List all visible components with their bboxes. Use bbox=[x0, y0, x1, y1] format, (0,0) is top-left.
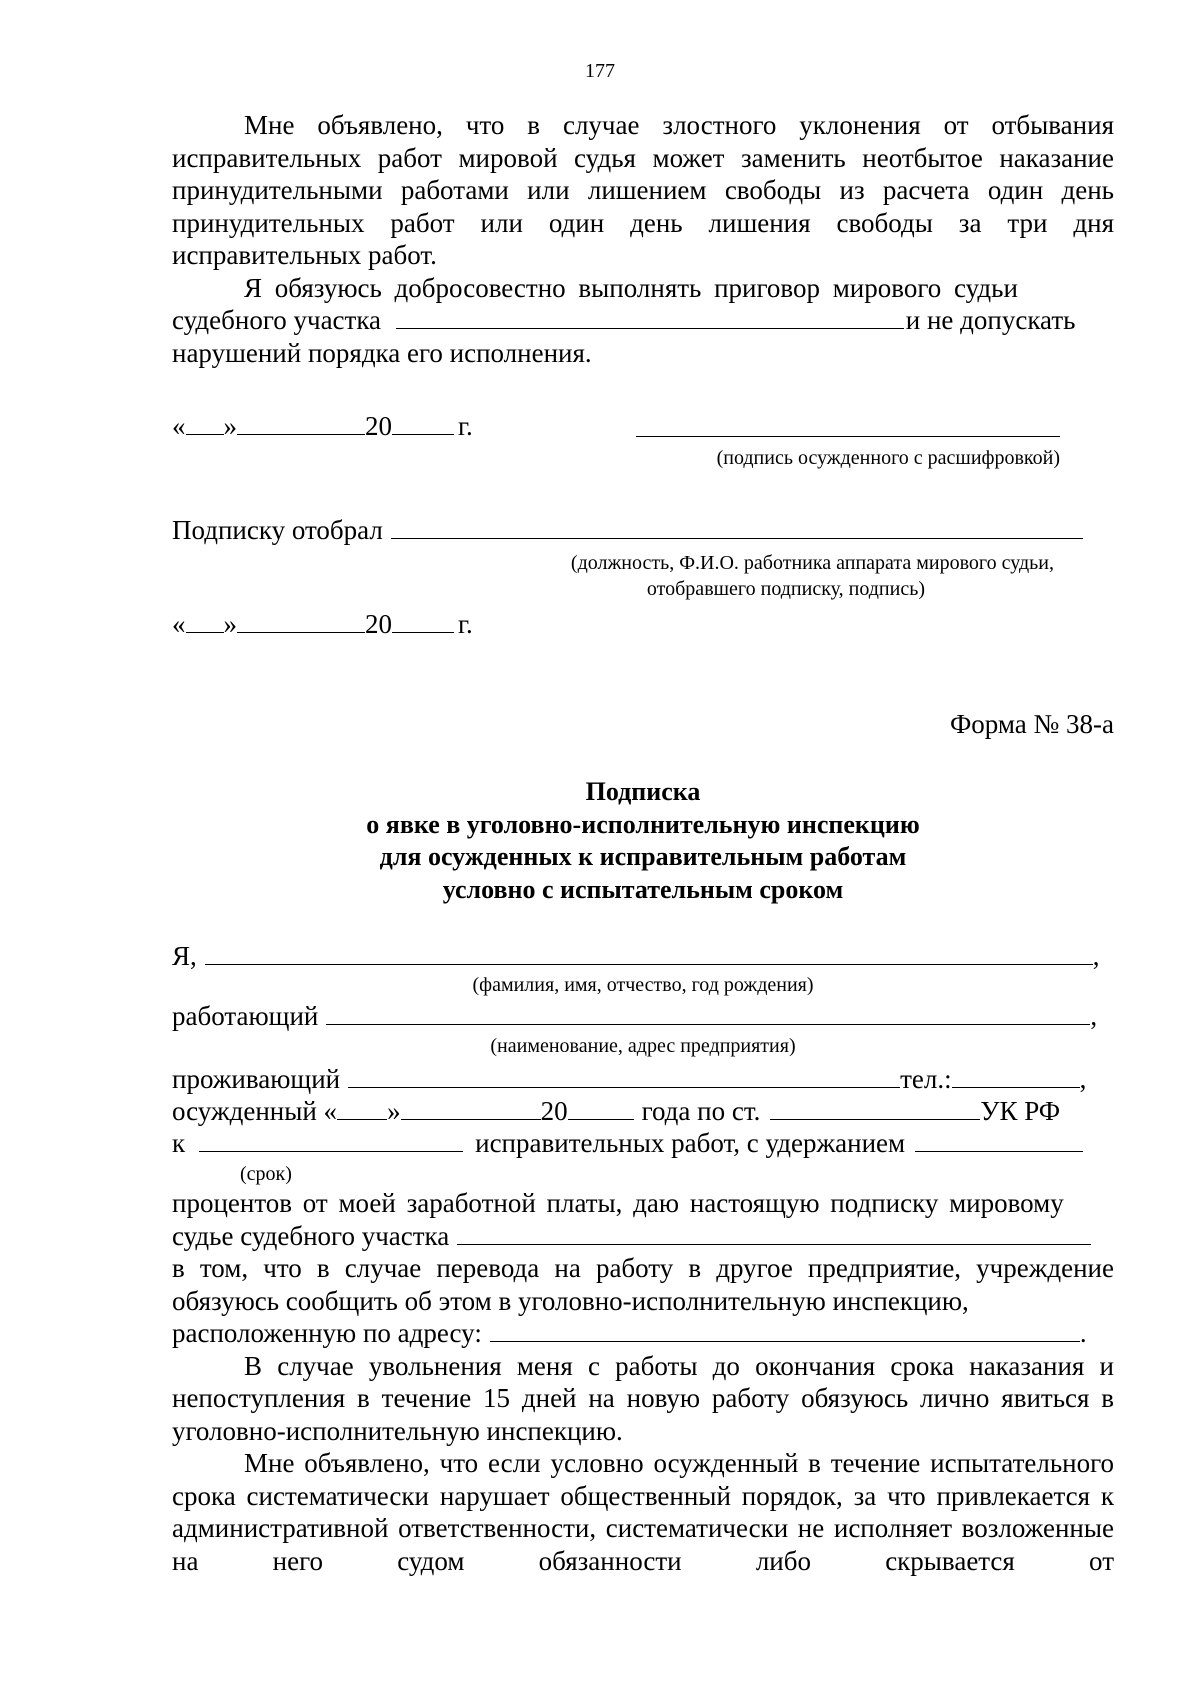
signature-caption: (подпись осужденного с расшифровкой) bbox=[716, 447, 1060, 469]
convicted-line: осужденный « » 20 года по ст. УК РФ bbox=[172, 1096, 1061, 1126]
date-line-2: « » 20 г. bbox=[172, 609, 473, 639]
page-number: 177 bbox=[585, 60, 615, 82]
day-blank-2[interactable] bbox=[186, 610, 224, 633]
fio-line: Я, , bbox=[172, 941, 1100, 971]
deduction-blank[interactable] bbox=[915, 1129, 1083, 1152]
judge-district-blank[interactable] bbox=[457, 1222, 1091, 1245]
inspection-address-blank[interactable] bbox=[490, 1319, 1080, 1342]
month-blank[interactable] bbox=[237, 412, 365, 435]
conviction-day-blank[interactable] bbox=[337, 1097, 387, 1120]
enterprise-blank[interactable] bbox=[326, 1002, 1090, 1025]
form-number-label: Форма № 38-а bbox=[949, 709, 1114, 739]
fio-blank[interactable] bbox=[205, 942, 1093, 965]
obligation-line-3: нарушений порядка его исполнения. bbox=[172, 337, 592, 368]
conviction-year-blank[interactable] bbox=[568, 1097, 634, 1120]
form-title: Подписка о явке в уголовно-исполнительную инспекцию для осужденных к исправительным работам условно с испытательным сроком bbox=[366, 777, 920, 904]
signature-line[interactable] bbox=[636, 436, 1060, 437]
obligation-line-1: Я обязуюсь добросовестно выполнять приговор мирового судьи bbox=[244, 272, 1018, 303]
term-line: к исправительных работ, с удержанием bbox=[172, 1127, 1083, 1160]
article-blank[interactable] bbox=[770, 1097, 980, 1120]
dismissal-paragraph: В случае увольнения меня с работы до окончания срока наказания и непоступления в течение 15 дней на новую работу обязуюсь лично явиться в уголовно-исполнительную инспекцию. bbox=[172, 1350, 1114, 1446]
address-line: расположенную по адресу: . bbox=[172, 1318, 1087, 1348]
fio-caption: (фамилия, имя, отчество, год рождения) bbox=[472, 974, 814, 996]
works-line: работающий , bbox=[172, 1001, 1098, 1031]
took-by-blank[interactable] bbox=[391, 516, 1083, 539]
paragraph-evasion: Мне объявлено, что в случае злостного уклонения от отбывания исправительных работ мировой судья может заменить неотбытое наказание принудительными работами или лишением свободы из расчета один день принудительных работ или один день лишения свободы за три дня исправительных работ. bbox=[172, 110, 1114, 270]
top-section bbox=[172, 109, 1114, 369]
month-blank-2[interactable] bbox=[237, 610, 365, 633]
obligation-line-2: судебного участка и не допускать bbox=[172, 305, 1076, 335]
took-caption: (должность, Ф.И.О. работника аппарата мирового судьи, отобравшего подписку, подпись) bbox=[570, 552, 1054, 600]
enterprise-caption: (наименование, адрес предприятия) bbox=[490, 1035, 796, 1057]
day-blank[interactable] bbox=[186, 412, 224, 435]
judge-line: судье судебного участка bbox=[172, 1220, 1114, 1253]
term-caption: (срок) bbox=[240, 1163, 292, 1185]
lives-line: проживающий тел.: , bbox=[172, 1064, 1087, 1094]
year-blank-2[interactable] bbox=[392, 610, 454, 633]
residence-blank[interactable] bbox=[348, 1065, 900, 1088]
year-blank[interactable] bbox=[392, 412, 454, 435]
court-district-blank[interactable] bbox=[396, 306, 904, 329]
announcement-paragraph: Мне объявлено, что если условно осужденный в течение испытательного срока систематически нарушает общественный порядок, за что привлекается к административной ответственности, систематически не исполняет возложенные на него судом обязанности либо скрывается от bbox=[172, 1448, 1114, 1576]
conviction-month-blank[interactable] bbox=[401, 1097, 541, 1120]
date-line-1: « » 20 г. bbox=[172, 411, 473, 441]
took-subscription-line: Подписку отобрал bbox=[172, 514, 1083, 547]
form-continued bbox=[172, 1187, 1114, 1577]
term-blank[interactable] bbox=[199, 1129, 463, 1152]
transfer-paragraph: в том, что в случае перевода на работу в другое предприятие, учреждение обязуюсь сообщить об этом в уголовно-исполнительную инспекцию, bbox=[172, 1253, 1114, 1316]
phone-blank[interactable] bbox=[952, 1065, 1080, 1088]
percent-line: процентов от моей заработной платы, даю настоящую подписку мировому bbox=[172, 1188, 1064, 1218]
